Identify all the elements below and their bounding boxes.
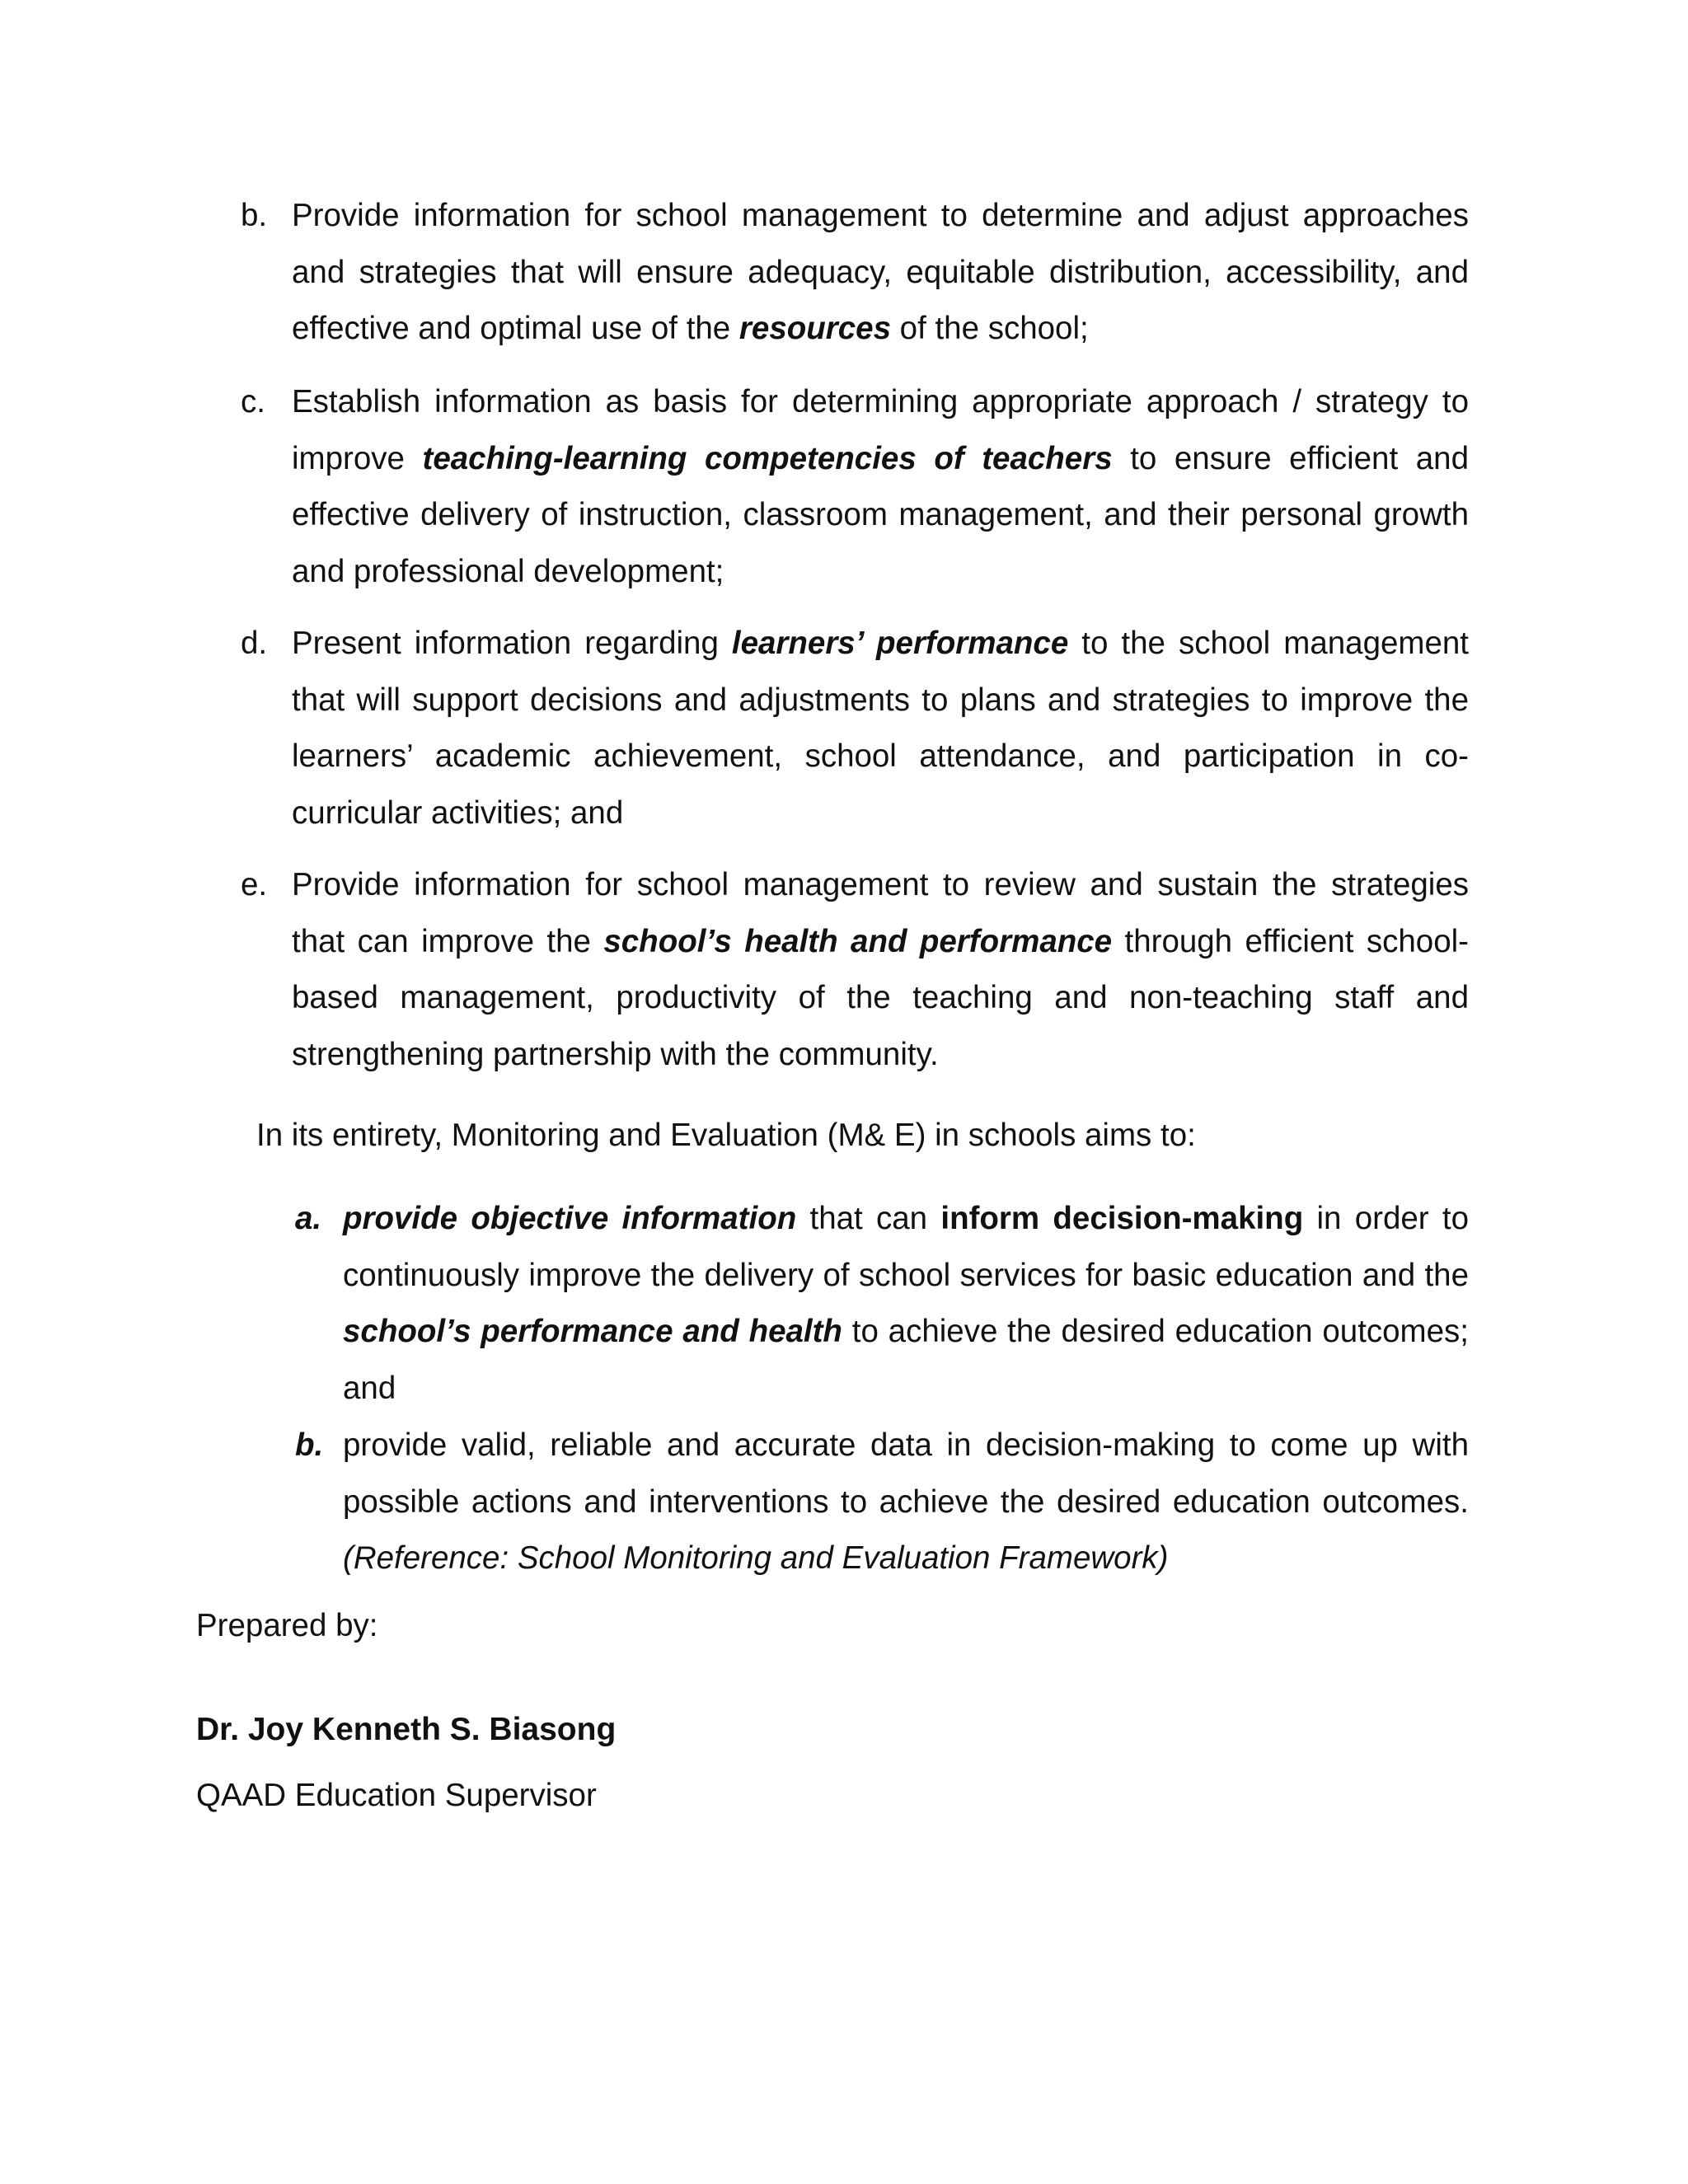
text-run: to achieve the desired education outcomes; and <box>343 1314 1469 1406</box>
list-item-text <box>292 188 1469 358</box>
list-item-text <box>343 1191 1469 1417</box>
text-run: provide valid, reliable and accurate data in decision-making to come up with possible actions and interventions to achieve the desired education outcomes. <box>343 1427 1469 1520</box>
text-run: through efficient school-based management, productivity of the teaching and non-teaching staff and strengthening partnership with the community. <box>292 923 1469 1072</box>
list-item-e <box>241 857 1469 1083</box>
list-item-b <box>241 188 1469 358</box>
emphasis-text: resources <box>738 311 891 346</box>
emphasis-text: school’s health and performance <box>603 923 1113 959</box>
text-run: that can <box>796 1201 941 1236</box>
reference-citation: (Reference: School Monitoring and Evaluation Framework) <box>343 1540 1169 1576</box>
list-marker: b. <box>295 1427 324 1463</box>
list-marker: b. <box>241 198 268 233</box>
list-marker: a. <box>295 1201 322 1236</box>
text-run: Present information regarding <box>292 626 732 661</box>
text-run: of the school; <box>890 311 1089 346</box>
aim-item-a <box>295 1191 1469 1417</box>
aim-item-b <box>295 1418 1469 1587</box>
list-marker: d. <box>241 626 268 661</box>
list-item-text <box>292 857 1469 1083</box>
aims-intro: In its entirety, Monitoring and Evaluation (M& E) in schools aims to: <box>256 1118 1196 1153</box>
signer-position: QAAD Education Supervisor <box>196 1778 597 1813</box>
emphasis-text: learners’ performance <box>731 626 1069 661</box>
text-run: Establish information as basis for determining appropriate approach / strategy to improve <box>292 384 1469 476</box>
bold-text: inform decision-making <box>940 1201 1304 1236</box>
list-marker: c. <box>241 384 265 419</box>
text-run: in order to continuously improve the delivery of school services for basic education and the <box>343 1201 1469 1293</box>
text-run: Provide information for school management to review and sustain the strategies that can improve the <box>292 867 1469 959</box>
prepared-by-label: Prepared by: <box>196 1608 378 1643</box>
emphasis-text: provide objective information <box>343 1201 797 1236</box>
text-run: to the school management that will support decisions and adjustments to plans and strategies to improve the learners’ academic achievement, school attendance, and participation in co-curricular activities; and <box>292 626 1469 831</box>
signer-name: Dr. Joy Kenneth S. Biasong <box>196 1712 617 1747</box>
list-item-text <box>292 374 1469 600</box>
list-item-text <box>343 1418 1469 1587</box>
text-run: Provide information for school management to determine and adjust approaches and strategies that will ensure adequacy, equitable distribution, accessibility, and effective and optimal use of the <box>292 198 1469 346</box>
emphasis-text: school’s performance and health <box>343 1314 842 1349</box>
list-marker: e. <box>241 867 268 902</box>
list-item-d <box>241 616 1469 841</box>
list-item-c <box>241 374 1469 600</box>
list-item-text <box>292 616 1469 841</box>
text-run: to ensure efficient and effective delivery of instruction, classroom management, and their personal growth and professional development; <box>292 440 1469 589</box>
emphasis-text: teaching-learning competencies of teachers <box>422 440 1113 476</box>
